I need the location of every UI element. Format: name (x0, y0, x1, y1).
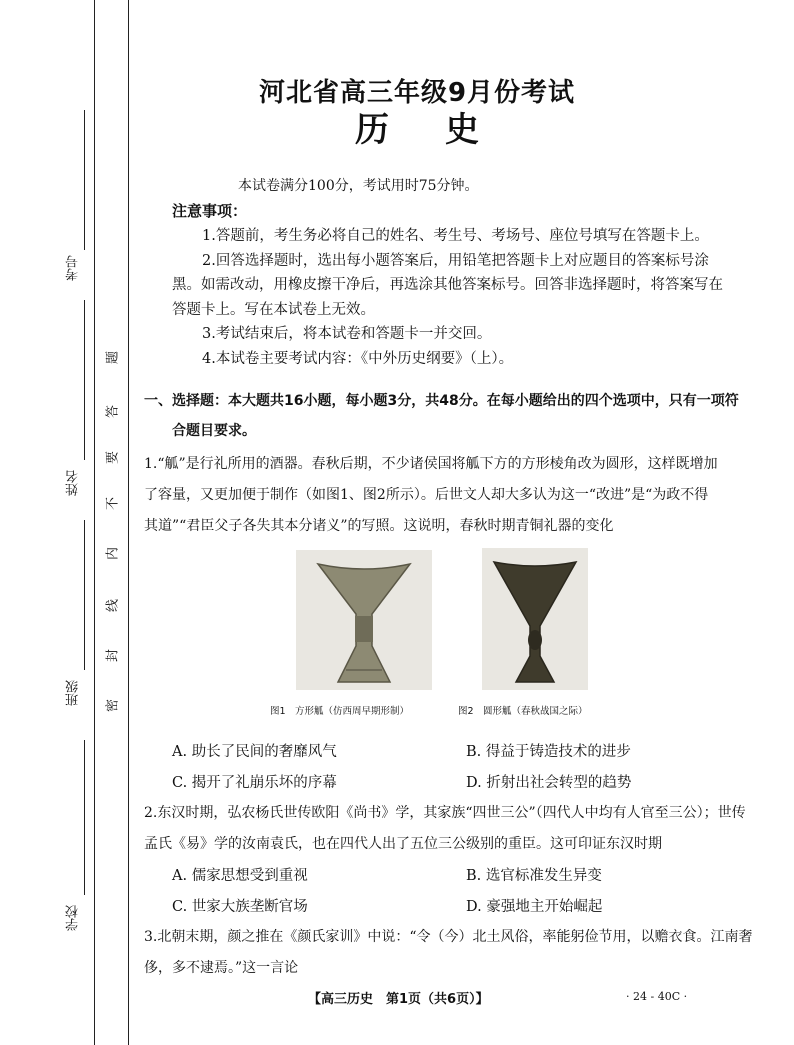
square-gu-icon (296, 550, 432, 690)
exam-intro: 本试卷满分100分，考试用时75分钟。 (238, 178, 479, 194)
q2-option-a: A. 儒家思想受到重视 (172, 868, 308, 884)
seal-char: 答 (105, 405, 121, 419)
binding-line-outer (94, 0, 95, 1045)
q2-option-d: D. 豪强地主开始崛起 (466, 899, 603, 915)
seal-char: 要 (105, 451, 121, 465)
q1-option-d: D. 折射出社会转型的趋势 (466, 775, 632, 791)
notice-line: 2.回答选择题时，选出每小题答案后，用铅笔把答题卡上对应题目的答案标号涂 (202, 253, 709, 269)
paper-code: · 24 - 40C · (626, 990, 688, 1003)
notice-line: 3.考试结束后，将本试卷和答题卡一并交回。 (202, 326, 492, 342)
seal-char: 封 (105, 649, 121, 663)
name-label: 姓名 (66, 470, 81, 496)
q3-stem: 侈，多不逮焉。”这一言论 (144, 960, 299, 976)
figure-2-round-gu (482, 548, 588, 690)
q1-stem: 其道”“君臣父子各失其本分诸义”的写照。这说明，春秋时期青铜礼器的变化 (144, 518, 614, 534)
figure-1-caption: 图1 方形觚（仿西周早期形制） (270, 706, 410, 717)
q2-stem: 2.东汉时期，弘农杨氏世传欧阳《尚书》学，其家族“四世三公”（四代人中均有人官至三公）；世传 (144, 805, 746, 821)
q1-option-c: C. 揭开了礼崩乐坏的序幕 (172, 775, 337, 791)
q1-option-b: B. 得益于铸造技术的进步 (466, 744, 631, 760)
notice-line: 答题卡上。写在本试卷上无效。 (172, 302, 375, 318)
round-gu-icon (482, 548, 588, 690)
seal-char: 密 (105, 699, 121, 713)
notice-heading: 注意事项： (172, 202, 248, 220)
q2-option-c: C. 世家大族垄断官场 (172, 899, 308, 915)
q1-option-a: A. 助长了民间的奢靡风气 (172, 744, 337, 760)
seal-char: 不 (105, 497, 121, 511)
class-underline (84, 520, 85, 670)
seal-char: 题 (105, 351, 121, 365)
page-footer: 【高三历史 第1页（共6页）】 (308, 992, 489, 1007)
section-heading: 一、选择题：本大题共16小题，每小题3分，共48分。在每小题给出的四个选项中，只有一项符 (144, 393, 739, 409)
class-label: 班级 (66, 680, 81, 706)
school-underline (84, 740, 85, 895)
q2-option-b: B. 选官标准发生异变 (466, 868, 602, 884)
q2-stem: 孟氏《易》学的汝南袁氏，也在四代人出了五位三公级别的重臣。这可印证东汉时期 (144, 836, 662, 852)
q1-stem: 了容量，又更加便于制作（如图1、图2所示）。后世文人却大多认为这一“改进”是“为政不得 (144, 487, 709, 503)
section-heading-cont: 合题目要求。 (172, 423, 256, 439)
school-label: 学校 (66, 905, 81, 931)
exam-title: 河北省高三年级9月份考试 (258, 78, 576, 108)
notice-line: 黑。如需改动，用橡皮擦干净后，再选涂其他答案标号。回答非选择题时，将答案写在 (172, 277, 723, 293)
figure-2-caption: 图2 圆形觚（春秋战国之际） (458, 706, 588, 717)
notice-line: 1.答题前，考生务必将自己的姓名、考生号、考场号、座位号填写在答题卡上。 (202, 228, 709, 244)
exam-number-label: 考号 (66, 255, 81, 281)
seal-char: 线 (105, 599, 121, 613)
q3-stem: 3.北朝末期，颜之推在《颜氏家训》中说：“令（今）北土风俗，率能躬俭节用，以赡衣食。江南奢 (144, 929, 753, 945)
notice-line: 4.本试卷主要考试内容：《中外历史纲要》（上）。 (202, 351, 514, 367)
figure-1-square-gu (296, 550, 432, 690)
subject-title: 历史 (355, 110, 535, 150)
q1-stem: 1.“觚”是行礼所用的酒器。春秋后期，不少诸侯国将觚下方的方形棱角改为圆形，这样既增加 (144, 456, 718, 472)
binding-line-inner (128, 0, 129, 1045)
seal-char: 内 (105, 547, 121, 561)
name-underline (84, 300, 85, 460)
